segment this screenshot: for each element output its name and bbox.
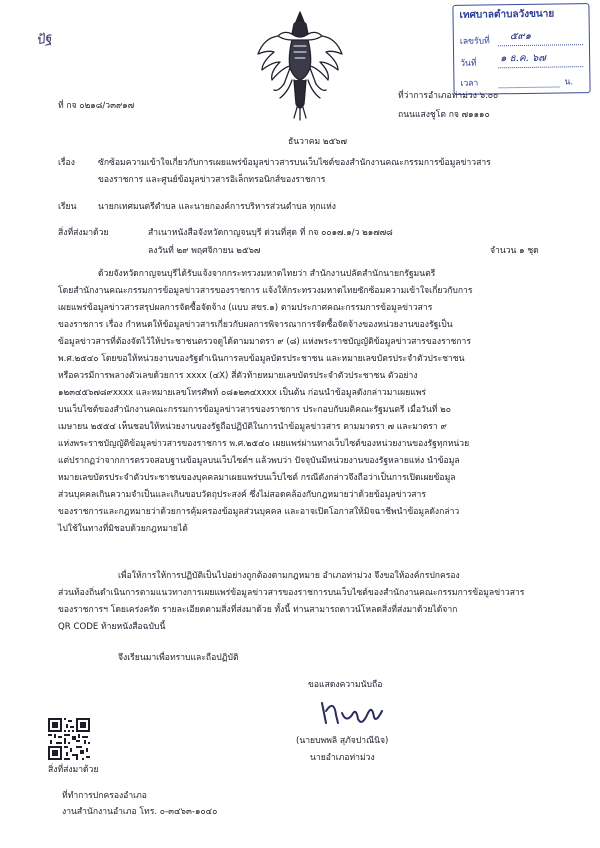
enclosure-label: สิ่งที่ส่งมาด้วย	[58, 228, 109, 238]
stamp-received-label: เลขรับที่	[459, 36, 490, 47]
body-line: ด้วยจังหวัดกาญจนบุรีได้รับแจ้งจากกระทรวงมหาดไทยว่า สำนักงานปลัดสำนักนายกรัฐมนตรี	[98, 269, 436, 279]
body-paragraph-1	[58, 268, 558, 548]
body-line: ๑๒๓๔๕๖๗๘๙xxxx และหมายเลขโทรศัพท์ ๐๘๑๒๓๔xxxx เป็นต้น ก่อนนำข้อมูลดังกล่าวมาเผยแพร่	[58, 388, 427, 398]
qr-code-icon[interactable]	[48, 718, 90, 760]
footer-office: ที่ทำการปกครองอำเภอ	[62, 791, 147, 801]
stamp-received-no: ๕๙๑	[509, 30, 532, 43]
body-line: พ.ศ.๒๕๔๐ โดยขอให้หน่วยงานของรัฐดำเนินการลบข้อมูลบัตรประชาชน และหมายเลขบัตรประจำตัวประชาชน	[58, 354, 465, 364]
subject-label: เรื่อง	[58, 158, 75, 168]
enclosure-count: จำนวน ๑ ชุด	[490, 246, 539, 256]
body-line: เมษายน ๒๕๕๔ เห็นชอบให้หน่วยงานของรัฐถือปฏิบัติในการนำข้อมูลข่าวสาร ตามมาตรา ๗ และมาตรา ๙	[58, 422, 447, 432]
body-line: โดยสำนักงานคณะกรรมการข้อมูลข่าวสารของราชการ แจ้งให้กระทรวงมหาดไทยซักซ้อมความเข้าใจเกี่ยวกับการ	[58, 286, 473, 296]
qr-caption: สิ่งที่ส่งมาด้วย	[48, 765, 99, 775]
body-line: ของราชการ เรื่อง กำหนดให้ข้อมูลข่าวสารเกี่ยวกับผลการพิจารณาการจัดซื้อจัดจ้างของหน่วยงานของรัฐเป็น	[58, 320, 453, 330]
garuda-emblem-icon	[254, 8, 346, 126]
body-paragraph-3: จึงเรียนมาเพื่อทราบและถือปฏิบัติ	[118, 653, 239, 663]
stamp-time-value: น.	[564, 77, 574, 88]
body-line: ไปใช้ในทางที่มิชอบด้วยกฎหมายได้	[58, 524, 188, 534]
enclosure-line1: สำเนาหนังสือจังหวัดกาญจนบุรี ด่วนที่สุด ที่ กจ ๐๐๑๗.๑/ว ๒๑๗๗๘	[148, 228, 393, 238]
received-stamp	[452, 3, 590, 95]
subject-line2: ของราชการ และศูนย์ข้อมูลข่าวสารอิเล็กทรอนิกส์ของราชการ	[98, 175, 326, 185]
body-line: ส่วนบุคคลเกินความจำเป็นและเกินขอบวัตถุประสงค์ ซึ่งไม่สอดคล้องกับกฎหมายว่าด้วยข้อมูลข่าวสาร	[58, 490, 426, 500]
body-line: QR CODE ท้ายหนังสือฉบับนี้	[58, 622, 166, 632]
body-line: แห่งพระราชบัญญัติข้อมูลข่าวสารของราชการ พ.ศ.๒๕๔๐ เผยแพร่ผ่านทางเว็บไซต์ของหน่วยงานของรัฐทุกหน่วย	[58, 439, 470, 449]
body-line: หรือควรมีการพลางตัวเลขด้วยการ xxxx (๔X) สี่ตัวท้ายหมายเลขบัตรประจำตัวประชาชน ตัวอย่าง	[58, 371, 418, 381]
signer-name: (นายบพพลิ สุภัจปาณีนิจ)	[296, 736, 389, 746]
enclosure-line2: ลงวันที่ ๒๙ พฤศจิกายน ๒๕๖๗	[148, 246, 261, 256]
stamp-date-label: วันที่	[460, 58, 477, 69]
signer-title: นายอำเภอท่าม่วง	[310, 753, 375, 763]
closing-salutation: ขอแสดงความนับถือ	[308, 680, 383, 690]
to-value: นายกเทศมนตรีตำบล และนายกองค์การบริหารส่วนตำบล ทุกแห่ง	[98, 202, 336, 212]
stamp-office: เทศบาลตำบลวังขนาย	[459, 8, 555, 21]
body-line: เพื่อให้การให้การปฏิบัติเป็นไปอย่างถูกต้องตามกฎหมาย อำเภอท่าม่วง จึงขอให้องค์กรปกครอง	[118, 571, 460, 581]
reference-number: ที่ กจ ๐๒๑๘/ว๓๙๑๗	[58, 101, 135, 111]
body-line: หมายเลขบัตรประจำตัวประชาชนของบุคคลมาเผยแพร่บนเว็บไซต์ กรณีดังกล่าวจึงถือว่าเป็นการเปิดเผยข้อมูล	[58, 473, 456, 483]
handwritten-note: ปัฐ	[34, 30, 54, 49]
subject-line1: ซักซ้อมความเข้าใจเกี่ยวกับการเผยแพร่ข้อมูลข่าวสารบนเว็บไซต์ของสำนักงานคณะกรรมการข้อมูลข่าวสาร	[98, 158, 491, 168]
office-address-line1: ที่ว่าการอำเภอท่าม่วง ๖.๐๐	[398, 91, 499, 101]
body-line: บนเว็บไซต์ของสำนักงานคณะกรรมการข้อมูลข่าวสารของราชการ ประกอบกับมติคณะรัฐมนตรี เมื่อวันที่ ๒๐	[58, 405, 452, 415]
document-date: ธันวาคม ๒๕๖๗	[288, 137, 348, 147]
body-line: ของราชการฯ โดยเคร่งครัด รายละเอียดตามสิ่งที่ส่งมาด้วย ทั้งนี้ ท่านสามารถดาวน์โหลดสิ่งที่ส่งมาด้วยได้จาก	[58, 605, 458, 615]
body-line: เผยแพร่ข้อมูลข่าวสารสรุปผลการจัดซื้อจัดจ้าง (แบบ สขร.๑) ตามประกาศคณะกรรมการข้อมูลข่าวสาร	[58, 303, 433, 313]
stamp-date-value: ๑ ธ.ค. ๖๗	[500, 52, 546, 65]
footer-contact: งานสำนักงานอำเภอ โทร. ๐-๓๔๖๓-๑๐๔๐	[62, 807, 218, 817]
body-line: แต่ปรากฏว่าจากการตรวจสอบฐานข้อมูลบนเว็บไซต์ฯ แล้วพบว่า ปัจจุบันมีหน่วยงานของรัฐหลายแห่ง นำข้อมูล	[58, 456, 460, 466]
body-paragraph-2	[58, 570, 558, 642]
office-address-line2: ถนนแสงชูโต กจ ๗๑๑๑๐	[398, 110, 490, 120]
body-line: ของราชการและกฎหมายว่าด้วยการคุ้มครองข้อมูลส่วนบุคคล และอาจเปิดโอกาสให้มิจฉาชีพนำข้อมูลดังกล่าว	[58, 507, 460, 517]
to-label: เรียน	[58, 202, 77, 212]
signature	[316, 693, 386, 733]
body-line: ข้อมูลข่าวสารที่ต้องจัดไว้ให้ประชาชนตรวจดูได้ตามมาตรา ๙ (๘) แห่งพระราชบัญญัติข้อมูลข่าวสารของราชการ	[58, 337, 471, 347]
stamp-time-label: เวลา	[460, 78, 479, 89]
body-line: ส่วนท้องถิ่นดำเนินการตามแนวทางการเผยแพร่ข้อมูลข่าวสารของราชการบนเว็บไซต์ของสำนักงานคณะกรรมการข้อมูลข่าวสาร	[58, 588, 525, 598]
